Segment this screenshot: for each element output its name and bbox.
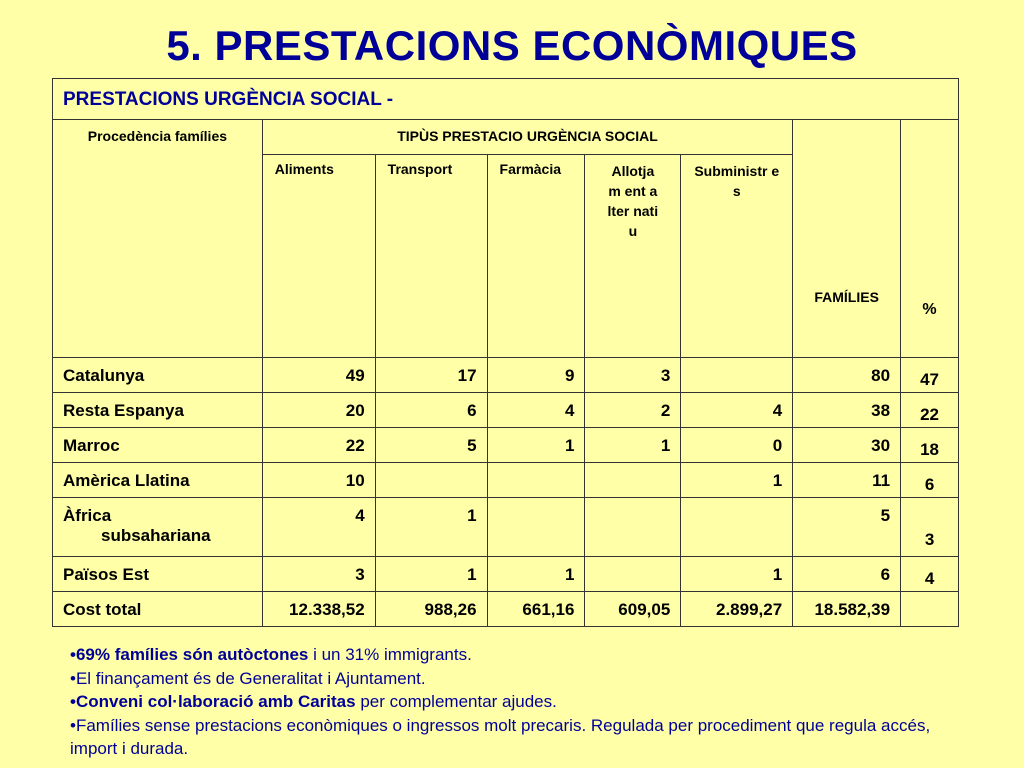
cell-aliments: 20 — [262, 393, 375, 428]
table-row-total — [53, 592, 959, 627]
note-text: •Famílies sense prestacions econòmiques o ingressos molt precaris. Regulada per procediment que regula accés, import i durada. — [70, 715, 931, 758]
cell-transport — [375, 463, 487, 498]
cell-subministres: 1 — [681, 463, 793, 498]
notes-list — [70, 643, 950, 761]
cell-aliments: 3 — [262, 557, 375, 592]
header-aliments: Aliments — [262, 155, 375, 358]
row-label: Catalunya — [53, 358, 263, 393]
cell-allotjament — [585, 463, 681, 498]
cell-aliments: 12.338,52 — [262, 592, 375, 627]
cell-percent: 6 — [901, 463, 959, 498]
cell-allotjament: 1 — [585, 428, 681, 463]
cell-aliments: 4 — [262, 498, 375, 557]
cell-percent: 4 — [901, 557, 959, 592]
cell-farmacia: 9 — [487, 358, 585, 393]
cell-transport: 6 — [375, 393, 487, 428]
header-transport: Transport — [375, 155, 487, 358]
row-label-line1: Àfrica — [63, 506, 112, 525]
cell-transport: 17 — [375, 358, 487, 393]
benefits-table — [52, 78, 959, 627]
cell-percent: 18 — [901, 428, 959, 463]
cell-families: 38 — [793, 393, 901, 428]
header-percent: % — [901, 120, 959, 358]
table-row — [53, 358, 959, 393]
cell-aliments: 22 — [262, 428, 375, 463]
cell-families: 30 — [793, 428, 901, 463]
table-row — [53, 393, 959, 428]
cell-allotjament — [585, 557, 681, 592]
note-text: •El finançament és de Generalitat i Ajuntament. — [70, 668, 426, 688]
cell-subministres: 0 — [681, 428, 793, 463]
cell-subministres: 2.899,27 — [681, 592, 793, 627]
header-allotjament — [585, 155, 681, 358]
table-row — [53, 498, 959, 557]
header-subministres-text: Subministr es — [694, 163, 780, 199]
cell-farmacia: 1 — [487, 428, 585, 463]
table-subtitle: PRESTACIONS URGÈNCIA SOCIAL - — [53, 79, 959, 120]
cell-subministres: 4 — [681, 393, 793, 428]
cell-farmacia — [487, 463, 585, 498]
row-label: Països Est — [53, 557, 263, 592]
cell-families: 80 — [793, 358, 901, 393]
note-item — [70, 690, 950, 714]
row-label: Marroc — [53, 428, 263, 463]
header-subministres — [681, 155, 793, 358]
cell-subministres — [681, 358, 793, 393]
cell-transport: 5 — [375, 428, 487, 463]
header-tipus: TIPÙS PRESTACIO URGÈNCIA SOCIAL — [262, 120, 792, 155]
cell-allotjament: 3 — [585, 358, 681, 393]
note-item — [70, 643, 950, 667]
cell-transport: 1 — [375, 498, 487, 557]
cell-percent — [901, 592, 959, 627]
note-bold: •69% famílies són autòctones — [70, 645, 309, 664]
table-row — [53, 557, 959, 592]
row-label: Resta Espanya — [53, 393, 263, 428]
row-label: Amèrica Llatina — [53, 463, 263, 498]
row-label: Cost total — [53, 592, 263, 627]
note-text: i un 31% immigrants. — [308, 645, 472, 664]
cell-transport: 988,26 — [375, 592, 487, 627]
cell-farmacia — [487, 498, 585, 557]
note-item — [70, 714, 950, 761]
cell-percent: 3 — [901, 498, 959, 557]
cell-farmacia: 4 — [487, 393, 585, 428]
row-label-line2: subsahariana — [101, 526, 211, 545]
cell-subministres: 1 — [681, 557, 793, 592]
cell-allotjament — [585, 498, 681, 557]
header-farmacia: Farmàcia — [487, 155, 585, 358]
cell-aliments: 10 — [262, 463, 375, 498]
cell-farmacia: 1 — [487, 557, 585, 592]
note-text: per complementar ajudes. — [355, 692, 557, 711]
row-label — [53, 498, 263, 557]
header-procedencia: Procedència famílies — [53, 120, 263, 358]
note-bold: •Conveni col·laboració amb Caritas — [70, 692, 356, 711]
cell-subministres — [681, 498, 793, 557]
cell-families: 6 — [793, 557, 901, 592]
cell-transport: 1 — [375, 557, 487, 592]
cell-allotjament: 609,05 — [585, 592, 681, 627]
header-allotjament-text: Allotjam ent alter nati u — [607, 163, 659, 239]
page-title: 5. PRESTACIONS ECONÒMIQUES — [166, 22, 858, 69]
cell-percent: 47 — [901, 358, 959, 393]
header-families: FAMÍLIES — [793, 120, 901, 358]
cell-aliments: 49 — [262, 358, 375, 393]
cell-percent: 22 — [901, 393, 959, 428]
table-row — [53, 463, 959, 498]
cell-allotjament: 2 — [585, 393, 681, 428]
cell-families: 5 — [793, 498, 901, 557]
cell-families: 18.582,39 — [793, 592, 901, 627]
note-item — [70, 667, 950, 691]
cell-farmacia: 661,16 — [487, 592, 585, 627]
cell-families: 11 — [793, 463, 901, 498]
table-row — [53, 428, 959, 463]
